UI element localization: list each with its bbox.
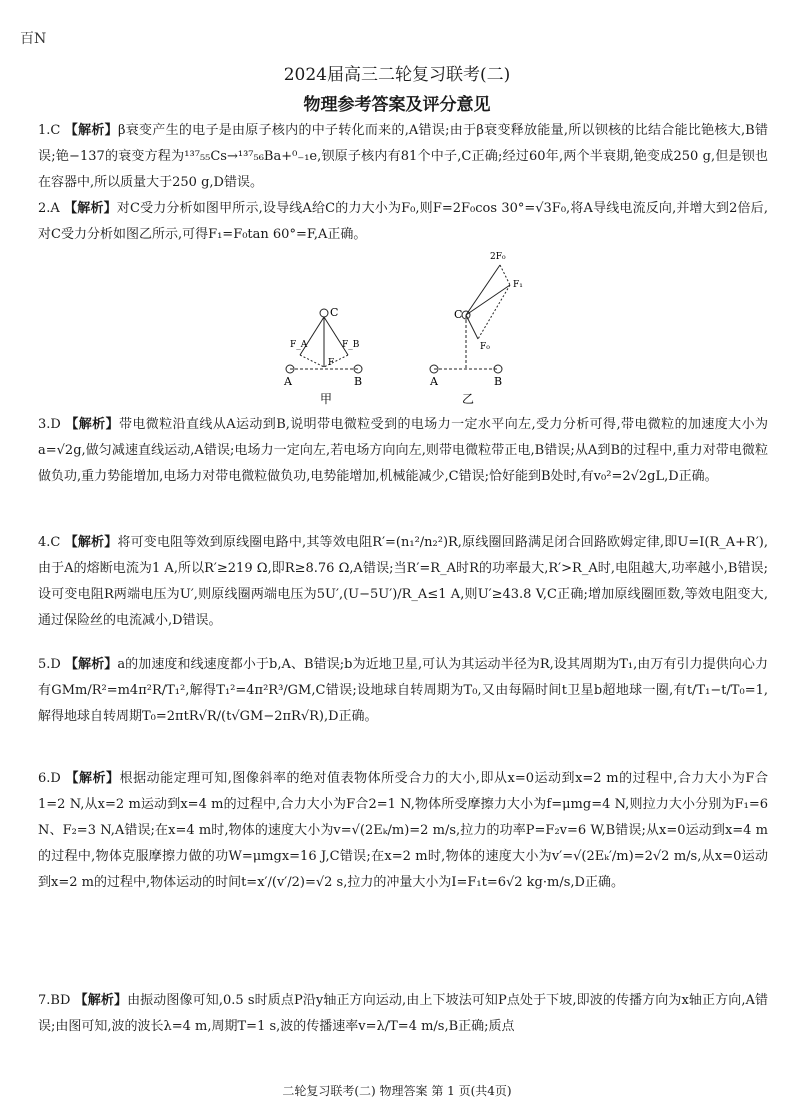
analysis-tag: 【解析】 [64,535,118,550]
logo-text: 百N [20,31,47,47]
force-2f0-arrow [466,265,500,315]
wire-c-symbol [320,309,328,317]
label-b: B [494,375,503,388]
question-4 [38,530,768,634]
question-2 [38,196,768,248]
logo [20,28,46,48]
question-text: 带电微粒沿直线从A运动到B,说明带电微粒受到的电场力一定水平向左,受力分析可得,带电微粒的加速度大小为a=√2g,做匀减速直线运动,A错误;电场力一定向左,若电场方向向左,则带电微粒带正电,B错误;从A到B的过程中,重力对带电微粒做负功,重力势能增加,电场力对带电微粒做负功,电势能增加,机械能减少,C错误;恰好能到B处时,有v₀²=2√2gL,D正确。 [38,417,768,484]
question-number: 4.C [38,535,61,550]
analysis-tag: 【解析】 [65,657,118,672]
question-number: 5.D [38,657,61,672]
analysis-tag: 【解析】 [64,201,117,216]
label-fa: F_A [290,340,308,350]
figure-jia [283,306,362,405]
question-text: β衰变产生的电子是由原子核内的中子转化而来的,A错误;由于β衰变释放能量,所以钡核的比结合能比铯核大,B错误;铯−137的衰变方程为¹³⁷₅₅Cs→¹³⁷₅₆Ba+⁰₋₁e,钡原子核内有81个中子,C正确;经过60年,两个半衰期,铯变成250 g,但是钡也在容器中,所以质量大于250 g,D错误。 [38,123,768,190]
label-c: C [454,308,463,321]
question-text: 对C受力分析如图甲所示,设导线A给C的力大小为F₀,则F=2F₀cos 30°=√3F₀,将A导线电流反向,并增大到2倍后,对C受力分析如图乙所示,可得F₁=F₀tan 60°=F,A正确。 [38,201,768,242]
analysis-tag: 【解析】 [64,123,118,138]
question-text: 由振动图像可知,0.5 s时质点P沿y轴正方向运动,由上下坡法可知P点处于下坡,即波的传播方向为x轴正方向,A错误;由图可知,波的波长λ=4 m,周期T=1 s,波的传播速率v=λ/T=4 m/s,B正确;质点 [38,993,768,1034]
figure-caption: 甲 [320,392,333,405]
question-text: a的加速度和线速度都小于b,A、B错误;b为近地卫星,可认为其运动半径为R,设其周期为T₁,由万有引力提供向心力有GMm/R²=m4π²R/T₁²,解得T₁²=4π²R³/GM,C错误;设地球自转周期为T₀,又由每隔时间t卫星b超地球一圈,有t/T₁−t/T₀=1,解得地球自转周期T₀=2πtR√R/(t√GM−2πR√R),D正确。 [38,657,768,724]
question-7 [38,988,768,1040]
label-c: C [330,306,339,319]
label-fb: F_B [342,340,360,350]
question-3 [38,412,768,490]
page-footer: 二轮复习联考(二) 物理答案 第 1 页(共4页) [282,1084,512,1098]
question-number: 3.D [38,417,61,432]
question-number: 2.A [38,201,60,216]
label-f: F [328,358,335,368]
label-b: B [354,375,363,388]
analysis-tag: 【解析】 [65,417,119,432]
label-2f0: 2F₀ [490,252,506,262]
force-f1-arrow [466,285,510,315]
analysis-tag: 【解析】 [74,993,128,1008]
question-number: 7.BD [38,993,71,1008]
question-1 [38,118,768,196]
analysis-tag: 【解析】 [65,771,120,786]
exam-title: 2024届高三二轮复习联考(二) [283,65,511,85]
question-number: 1.C [38,123,61,138]
label-f0: F₀ [480,342,490,352]
figure-yi [429,252,523,405]
question-6 [38,766,768,896]
label-f1: F₁ [513,280,523,290]
question-text: 将可变电阻等效到原线圈电路中,其等效电阻R′=(n₁²/n₂²)R,原线圈回路满足闭合回路欧姆定律,即U=I(R_A+R′),由于A的熔断电流为1 A,所以R′≥219 Ω,即R≥8.76 Ω,A错误;当R′=R_A时R的功率最大,R′>R_A时,电阻越大,功率越小,B错误;设可变电阻R两端电压为U′,则原线圈两端电压为5U′,(U−5U′)/R_A≤1 A,则U′≥43.8 V,C正确;增加原线圈匝数,等效电阻变大,通过保险丝的电流减小,D错误。 [38,535,768,628]
parallelogram-line [300,355,324,367]
force-diagrams [270,245,540,405]
question-text: 根据动能定理可知,图像斜率的绝对值表物体所受合力的大小,即从x=0运动到x=2 m的过程中,合力大小为F合1=2 N,从x=2 m运动到x=4 m的过程中,合力大小为F合2=1 N,物体所受摩擦力大小为f=μmg=4 N,则拉力大小分别为F₁=6 N、F₂=3 N,A错误;在x=4 m时,物体的速度大小为v=√(2Eₖ/m)=2 m/s,拉力的功率P=F₂v=6 W,B错误;从x=0运动到x=4 m的过程中,物体克服摩擦力做的功W=μmgx=16 J,C错误;在x=2 m时,物体的速度大小为v′=√(2Eₖ′/m)=2√2 m/s,从x=0运动到x=2 m的过程中,物体运动的时间t=x′/(v′/2)=√2 s,拉力的冲量大小为I=F₁t=6√2 kg·m/s,D正确。 [38,771,768,890]
label-a: A [430,375,438,388]
question-number: 6.D [38,771,61,786]
triangle-line [500,265,510,285]
force-f0-arrow [466,315,478,339]
triangle-line [478,285,510,339]
answer-title: 物理参考答案及评分意见 [303,95,491,115]
label-a: A [284,375,292,388]
figure-caption: 乙 [462,392,475,405]
question-5 [38,652,768,730]
